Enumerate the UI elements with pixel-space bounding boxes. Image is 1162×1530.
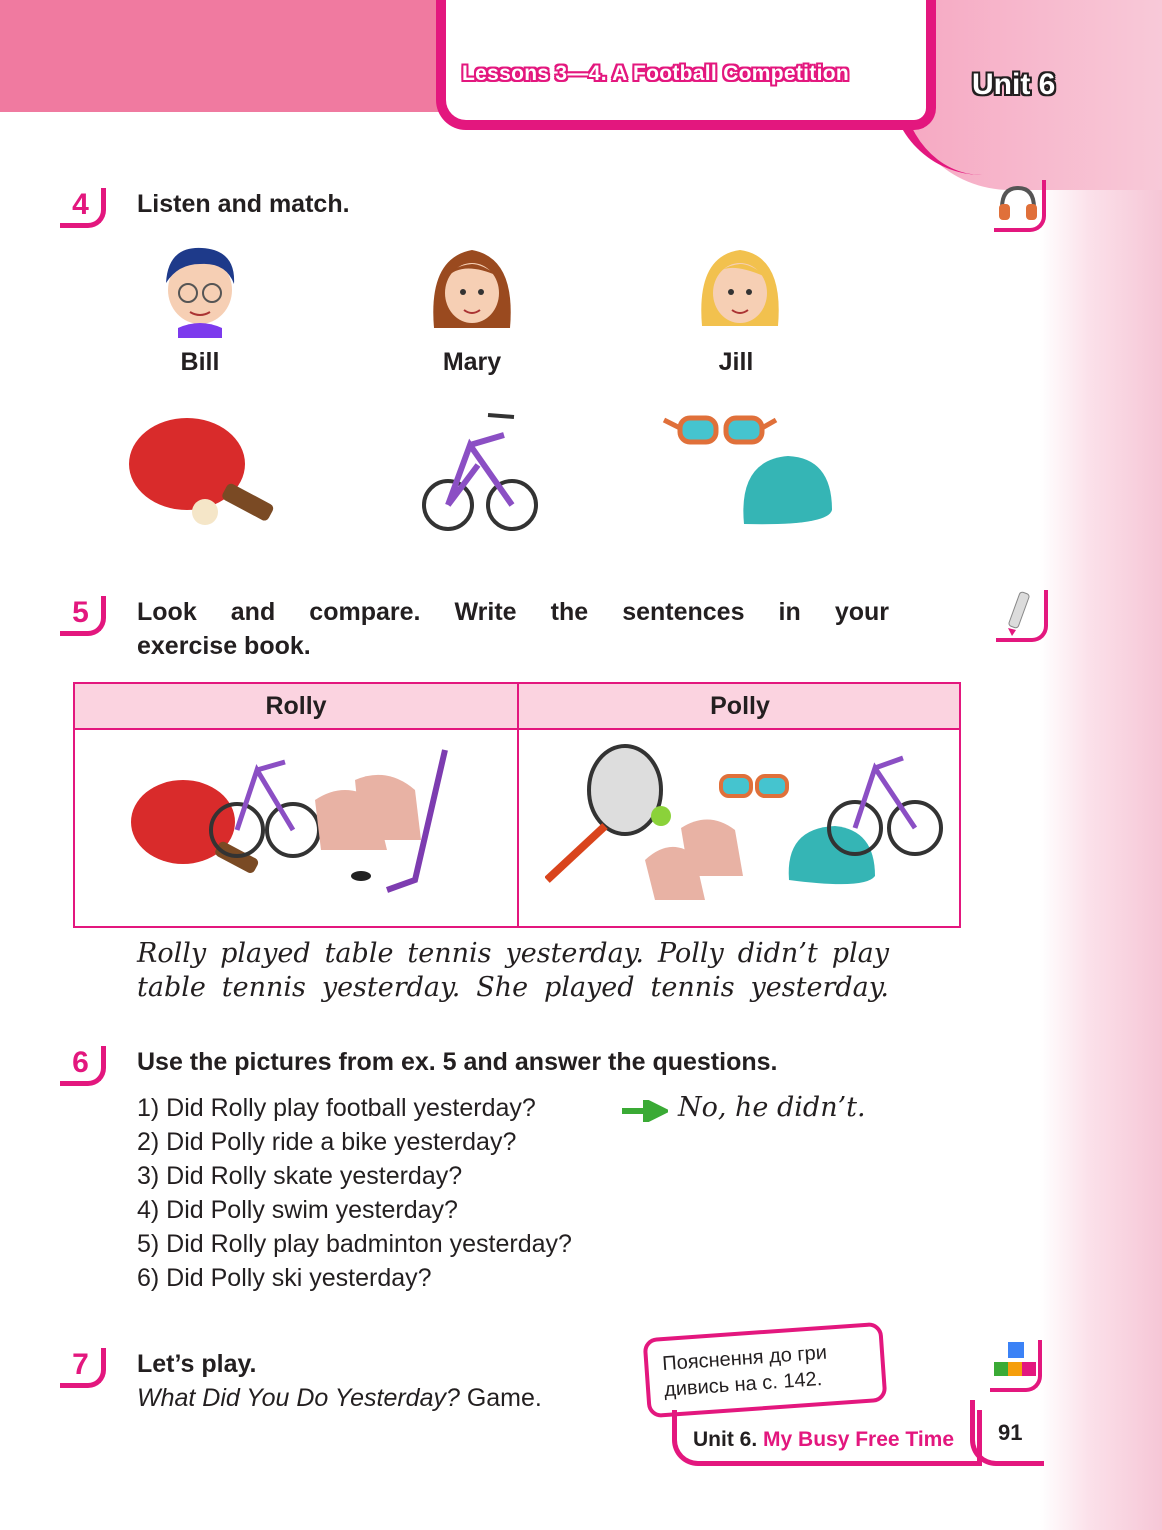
example-sentence-line2: table tennis yesterday. She played tennis yesterday.: [137, 972, 889, 1003]
compare-table: [73, 682, 961, 928]
exercise-title: Use the pictures from ex. 5 and answer the questions.: [137, 1048, 778, 1076]
question-5: 5) Did Rolly play badminton yesterday?: [137, 1230, 572, 1258]
goggles-and-cap-icon: [660, 400, 840, 540]
exercise-number: 7: [60, 1348, 106, 1388]
game-name: What Did You Do Yesterday?: [137, 1384, 460, 1412]
name-label-mary: Mary: [442, 348, 502, 376]
exercise-title: Listen and match.: [137, 190, 350, 218]
bicycle-icon: [418, 405, 538, 545]
footer-unit: Unit 6.: [693, 1428, 758, 1451]
exercise-number: 6: [60, 1046, 106, 1086]
unit-label: Unit 6: [972, 68, 1056, 101]
game-suffix: Game.: [459, 1384, 542, 1412]
jill-face-image: [690, 238, 790, 338]
table-header-rolly: Rolly: [265, 692, 327, 720]
question-2: 2) Did Polly ride a bike yesterday?: [137, 1128, 517, 1156]
bill-face-image: [150, 238, 250, 338]
letter-blocks-icon: [990, 1340, 1042, 1392]
exercise-title: Let’s play.: [137, 1350, 257, 1378]
question-6: 6) Did Polly ski yesterday?: [137, 1264, 432, 1292]
game-line: [137, 1384, 542, 1413]
name-label-bill: Bill: [180, 348, 220, 376]
note-line1: Пояснення до гри: [661, 1341, 828, 1376]
page-number: 91: [998, 1420, 1023, 1445]
name-label-jill: Jill: [718, 348, 754, 376]
exercise-title-line1: Look and compare. Write the sentences in your: [137, 598, 889, 626]
headphones-icon: [994, 180, 1046, 232]
question-1: 1) Did Rolly play football yesterday?: [137, 1094, 536, 1122]
mary-face-image: [422, 238, 522, 338]
pen-icon: [996, 590, 1048, 642]
lesson-title: Lessons 3—4. A Football Competition: [462, 62, 849, 85]
game-note: [643, 1322, 888, 1419]
example-sentence-line1: Rolly played table tennis yesterday. Polly didn’t play: [137, 938, 889, 969]
sample-answer: No, he didn’t.: [678, 1092, 866, 1123]
note-line2: дивись на с. 142.: [663, 1368, 823, 1402]
side-gradient-strip: [1040, 0, 1162, 1530]
green-arrow-icon: [620, 1100, 668, 1122]
exercise-number: 5: [60, 596, 106, 636]
table-header-polly: Polly: [710, 692, 770, 720]
header-pink-band: [0, 0, 440, 112]
question-3: 3) Did Rolly skate yesterday?: [137, 1162, 463, 1190]
footer-topic: My Busy Free Time: [763, 1428, 955, 1451]
question-4: 4) Did Polly swim yesterday?: [137, 1196, 458, 1224]
exercise-title-line2: exercise book.: [137, 632, 311, 660]
footer-label: [693, 1428, 954, 1452]
rolly-sports-image: [125, 740, 465, 910]
table-tennis-bat-icon: [125, 412, 285, 532]
exercise-number: 4: [60, 188, 106, 228]
polly-sports-image: [545, 740, 945, 920]
